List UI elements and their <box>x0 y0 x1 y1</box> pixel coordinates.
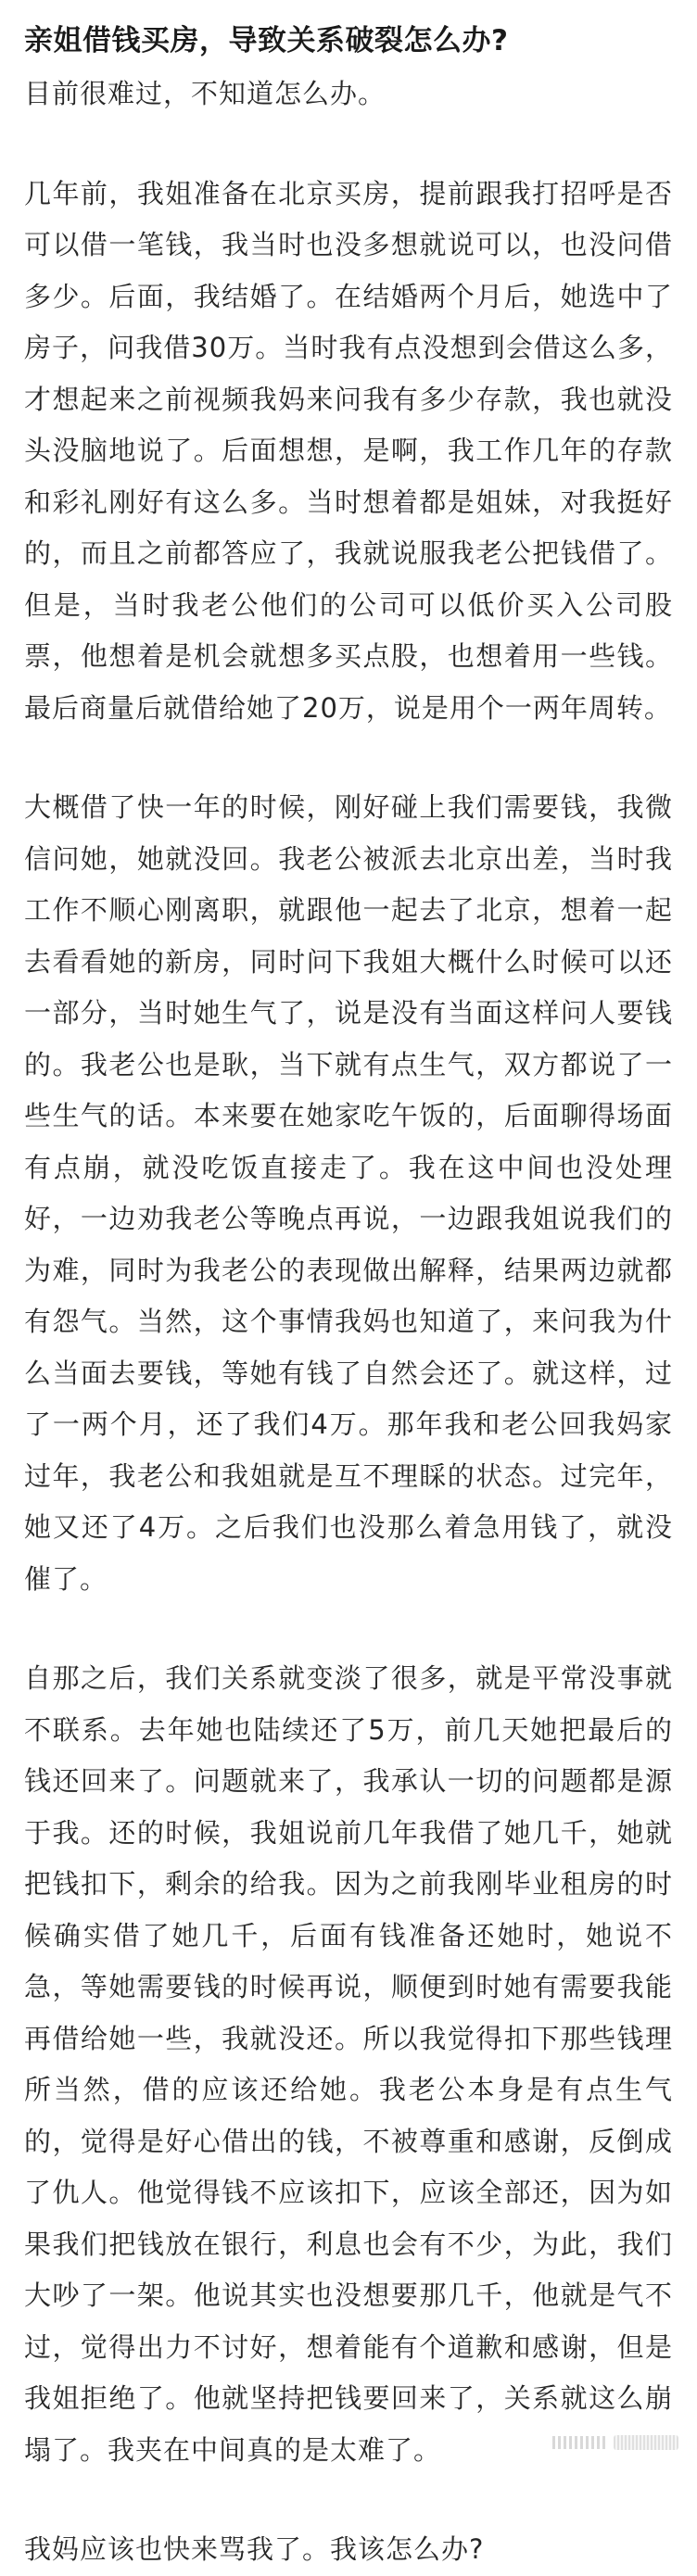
watermark-brand-icon <box>614 2435 678 2450</box>
post-title: 亲姐借钱买房，导致关系破裂怎么办? <box>24 24 509 57</box>
watermark-text-graphic <box>552 2436 608 2449</box>
watermark-logo <box>547 2432 678 2453</box>
post-subtitle: 目前很难过，不知道怎么办。 <box>24 78 387 109</box>
post-paragraph: 大概借了快一年的时候，刚好碰上我们需要钱，我微信问她，她就没回。我老公被派去北京出差，当时我工作不顺心刚离职，就跟他一起去了北京，想着一起去看看她的新房，同时问下我姐大概什么时候可以还一部分，当时她生气了，说是没有当面这样问人要钱的。我老公也是耿，当下就有点生气，双方都说了一些生气的话。本来要在她家吃午饭的，后面聊得场面有点崩，就没吃饭直接走了。我在这中间也没处理好，一边劝我老公等晚点再说，一边跟我姐说我们的为难，同时为我老公的表现做出解释，结果两边就都有怨气。当然，这个事情我妈也知道了，来问我为什么当面去要钱，等她有钱了自然会还了。就这样，过了一两个月，还了我们4万。那年我和老公回我妈家过年，我老公和我姐就是互不理睬的状态。过完年，她又还了4万。之后我们也没那么着急用钱了，就没催了。 <box>24 791 673 1595</box>
post-paragraph: 自那之后，我们关系就变淡了很多，就是平常没事就不联系。去年她也陆续还了5万，前几天她把最后的钱还回来了。问题就来了，我承认一切的问题都是源于我。还的时候，我姐说前几年我借了她几千，她就把钱扣下，剩余的给我。因为之前我刚毕业租房的时候确实借了她几千，后面有钱准备还她时，她说不急，等她需要钱的时候再说，顺便到时她有需要我能再借给她一些，我就没还。所以我觉得扣下那些钱理所当然，借的应该还给她。我老公本身是有点生气的，觉得是好心借出的钱，不被尊重和感谢，反倒成了仇人。他觉得钱不应该扣下，应该全部还，因为如果我们把钱放在银行，利息也会有不少，为此，我们大吵了一架。他说其实也没想要那几千，他就是气不过，觉得出力不讨好，想着能有个道歉和感谢，但是我姐拒绝了。他就坚持把钱要回来了，关系就这么崩塌了。我夹在中间真的是太难了。 <box>24 1662 673 2466</box>
post-paragraph: 我妈应该也快来骂我了。我该怎么办? <box>24 2533 485 2565</box>
post-paragraph: 几年前，我姐准备在北京买房，提前跟我打招呼是否可以借一笔钱，我当时也没多想就说可以，也没问借多少。后面，我结婚了。在结婚两个月后，她选中了房子，问我借30万。当时我有点没想到会借这么多，才想起来之前视频我妈来问我有多少存款，我也就没头没脑地说了。后面想想，是啊，我工作几年的存款和彩礼刚好有这么多。当时想着都是姐妹，对我挺好的，而且之前都答应了，我就说服我老公把钱借了。但是，当时我老公他们的公司可以低价买入公司股票，他想着是机会就想多买点股，也想着用一些钱。最后商量后就借给她了20万，说是用个一两年周转。 <box>24 177 673 724</box>
